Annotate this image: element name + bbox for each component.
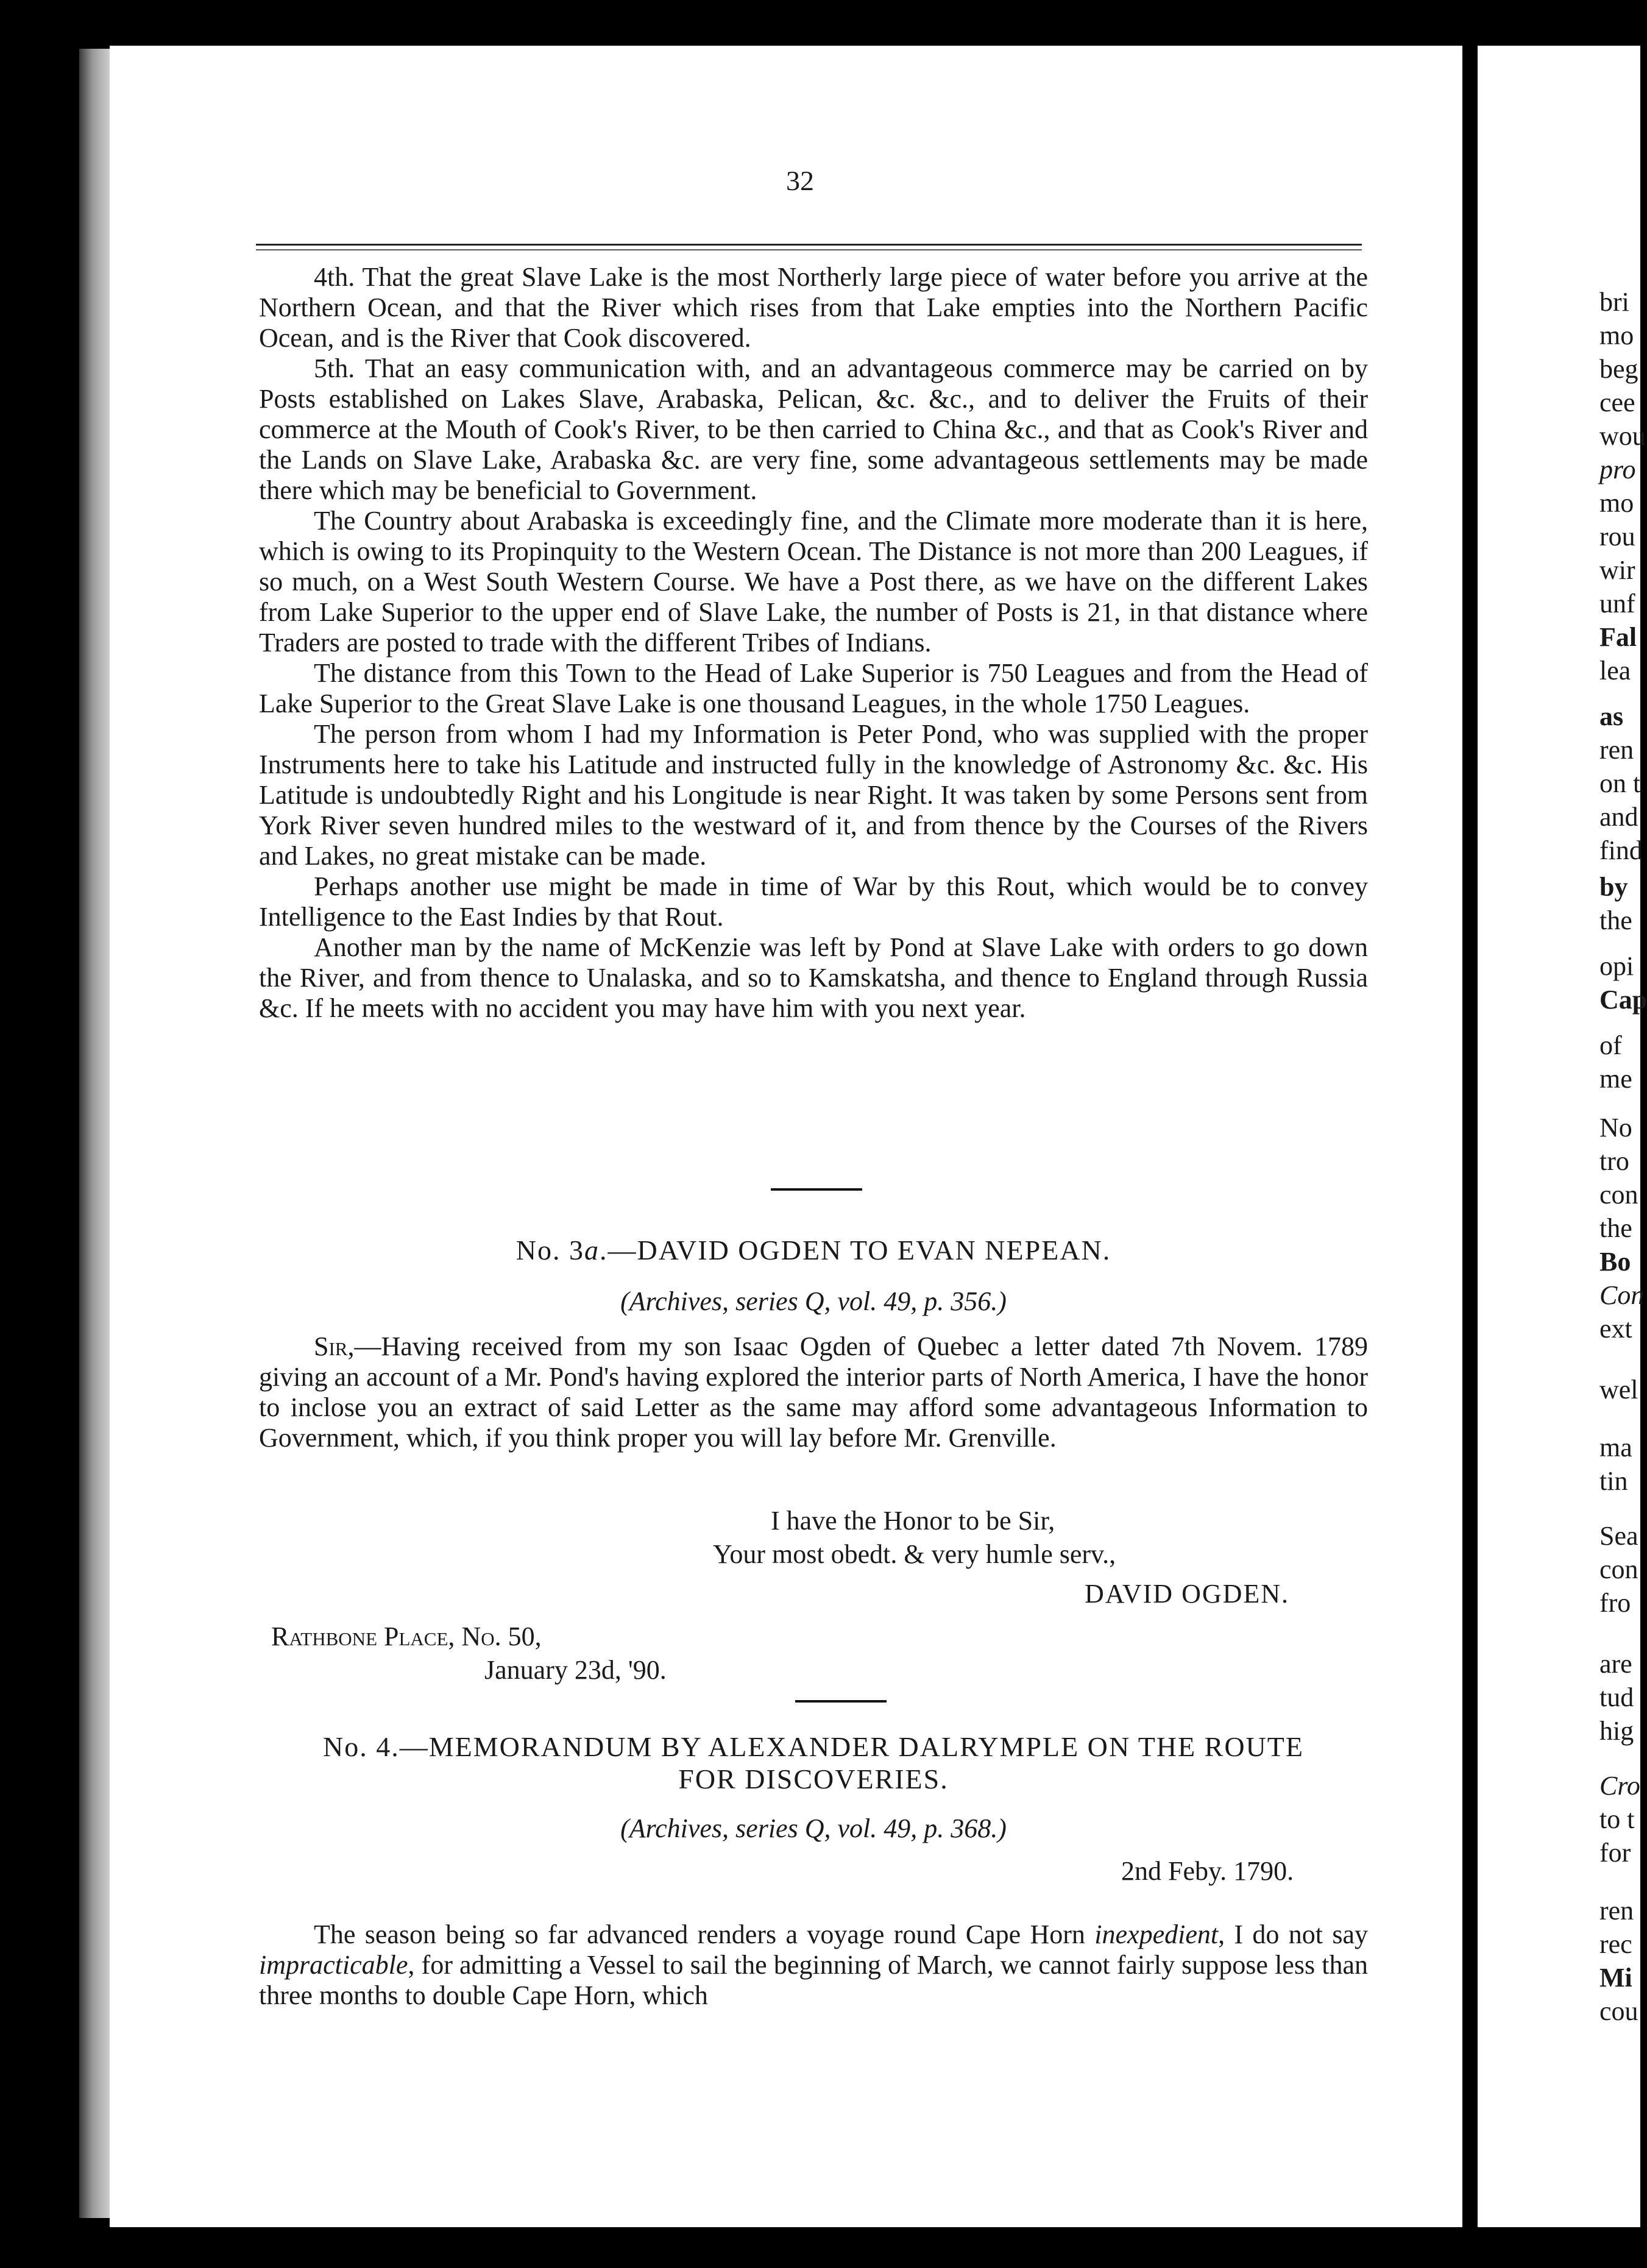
- facing-page-fragment: ren: [1599, 735, 1634, 765]
- facing-page-fragment: Fal: [1599, 622, 1637, 652]
- facing-page-fragment: the: [1599, 1213, 1632, 1243]
- closing-line-1: I have the Honor to be Sir,: [771, 1506, 1055, 1536]
- doc4-source: (Archives, series Q, vol. 49, p. 368.): [620, 1813, 1007, 1843]
- page-number: 32: [786, 165, 814, 196]
- facing-page-fragment: ren: [1599, 1896, 1634, 1926]
- section-divider: [795, 1700, 887, 1703]
- facing-page-fragment: wir: [1599, 555, 1635, 585]
- facing-page-fragment: mo: [1599, 321, 1634, 350]
- facing-page-fragment: tro: [1599, 1146, 1629, 1176]
- paragraph: The Country about Arabaska is exceedingly fine, and the Climate more moderate than it is here, which is owing to its Propinquity to the Western Ocean. The Distance is not more than 200 Leagues, if so much, on a West South Western Course. We have a Post there, as we have on the different Lakes from Lake Superior to the upper end of Slave Lake, the number of Posts is 21, in that distance where Traders are posted to trade with the different Tribes of Indians.: [259, 506, 1368, 657]
- facing-page-fragment: rec: [1599, 1929, 1632, 1959]
- paragraph: Perhaps another use might be made in time of War by this Rout, which would be to convey Intelligence to the East Indies by that Rout.: [259, 871, 1368, 932]
- facing-page-fragment: Mi: [1599, 1963, 1632, 1993]
- facing-page-fragment: to t: [1599, 1804, 1635, 1834]
- closing-line-2: Your most obedt. & very humle serv.,: [713, 1539, 1116, 1569]
- facing-page-fragment: ext: [1599, 1314, 1632, 1344]
- facing-page-fragment: by: [1599, 872, 1628, 902]
- facing-page-fragment: cee: [1599, 388, 1635, 417]
- facing-page-fragment: as: [1599, 701, 1624, 731]
- facing-page-fragment: Cro: [1599, 1771, 1640, 1801]
- facing-page-fragment: are: [1599, 1649, 1632, 1679]
- header-rule: [256, 244, 1362, 250]
- facing-page-fragment: ma: [1599, 1433, 1632, 1462]
- doc3a-body: [259, 1331, 1368, 1453]
- doc4-heading: No. 4.—MEMORANDUM BY ALEXANDER DALRYMPLE ON THE ROUTE FOR DISCOVERIES.: [323, 1731, 1304, 1795]
- paragraph: The person from whom I had my Information is Peter Pond, who was supplied with the proper Instruments here to take his Latitude and instructed fully in the knowledge of Astronomy &c. &c. His Latitude is undoubtedly Right and his Longitude is near Right. It was taken by some Persons sent from York River seven hundred miles to the westward of it, and from thence by the Courses of the Rivers and Lakes, no great mistake can be made.: [259, 719, 1368, 871]
- facing-page-fragment: lea: [1599, 656, 1631, 686]
- doc4-date: 2nd Feby. 1790.: [1121, 1856, 1294, 1886]
- facing-page-fragment: Con: [1599, 1280, 1645, 1310]
- signature: DAVID OGDEN.: [1085, 1579, 1290, 1609]
- binding-shadow: [79, 49, 113, 2218]
- facing-page-fragment: Sea: [1599, 1521, 1638, 1551]
- facing-page-fragment: tin: [1599, 1466, 1628, 1496]
- facing-page-fragment: unf: [1599, 589, 1635, 618]
- facing-page-fragment: fro: [1599, 1588, 1631, 1618]
- facing-page-fragment: cou: [1599, 1996, 1638, 2026]
- doc3a-source: (Archives, series Q, vol. 49, p. 356.): [620, 1286, 1007, 1316]
- facing-page-fragment: pro: [1599, 455, 1636, 484]
- paragraph: 5th. That an easy communication with, and an advantageous commerce may be carried on by Posts established on Lakes Slave, Arabaska, Pelican, &c. &c., and to deliver the Fruits of their commerce at the Mouth of Cook's River, to be then carried to China &c., and that as Cook's River and the Lands on Slave Lake, Arabaska &c. are very fine, some advantageous settlements may be made there which may be beneficial to Government.: [259, 353, 1368, 505]
- facing-page-fragment: find: [1599, 835, 1643, 865]
- letter-date: January 23d, '90.: [484, 1655, 667, 1685]
- facing-page-fragment: opi: [1599, 951, 1634, 981]
- facing-page-fragment: tud: [1599, 1682, 1634, 1712]
- facing-page-fragment: bri: [1599, 287, 1629, 317]
- facing-page-fragment: wou: [1599, 421, 1646, 451]
- facing-page-fragment: rou: [1599, 522, 1635, 551]
- salutation: Sir,: [314, 1331, 355, 1361]
- letter-body: —Having received from my son Isaac Ogden of Quebec a letter dated 7th Novem. 1789 giving an account of a Mr. Pond's having explored the interior parts of North America, I have the honor to inclose you an extract of said Letter as the same may afford some advantageous Information to Government, which, if you think proper you will lay before Mr. Grenville.: [259, 1331, 1368, 1453]
- facing-page-fragment: No: [1599, 1113, 1632, 1143]
- facing-page-fragment: the: [1599, 905, 1632, 935]
- facing-page-fragment: con: [1599, 1554, 1638, 1584]
- doc3a-heading: No. 3a.—DAVID OGDEN TO EVAN NEPEAN.: [515, 1235, 1111, 1266]
- facing-page-fragment: for: [1599, 1838, 1631, 1868]
- paragraph: Another man by the name of McKenzie was left by Pond at Slave Lake with orders to go down the River, and from thence to Unalaska, and so to Kamskatsha, and thence to England through Russia &c. If he meets with no accident you may have him with you next year.: [259, 932, 1368, 1023]
- doc4-body: The season being so far advanced renders a voyage round Cape Horn inexpedient, I do not say impracticable, for admitting a Vessel to sail the beginning of March, we cannot fairly suppose less than three months to double Cape Horn, which: [259, 1919, 1368, 2010]
- section-divider: [771, 1188, 862, 1191]
- facing-page-fragment: on t: [1599, 768, 1641, 798]
- facing-page-fragment: beg: [1599, 354, 1638, 384]
- facing-page-fragment: and: [1599, 802, 1638, 832]
- paragraph: The distance from this Town to the Head of Lake Superior is 750 Leagues and from the Head of Lake Superior to the Great Slave Lake is one thousand Leagues, in the whole 1750 Leagues.: [259, 658, 1368, 718]
- facing-page-fragment: wel: [1599, 1375, 1638, 1405]
- letter-place: Rathbone Place, No. 50,: [271, 1621, 542, 1651]
- facing-page-fragment: Bo: [1599, 1247, 1631, 1277]
- letter-continuation: [259, 262, 1368, 1024]
- facing-page-fragment: hig: [1599, 1716, 1634, 1746]
- facing-page-fragment: Cap: [1599, 985, 1647, 1015]
- facing-page-fragment: mo: [1599, 488, 1634, 518]
- facing-page-fragment: con: [1599, 1180, 1638, 1210]
- facing-page-fragment: me: [1599, 1064, 1632, 1094]
- facing-page-fragment: of: [1599, 1030, 1622, 1060]
- paragraph: 4th. That the great Slave Lake is the most Northerly large piece of water before you arrive at the Northern Ocean, and that the River which rises from that Lake empties into the Northern Pacific Ocean, and is the River that Cook discovered.: [259, 262, 1368, 353]
